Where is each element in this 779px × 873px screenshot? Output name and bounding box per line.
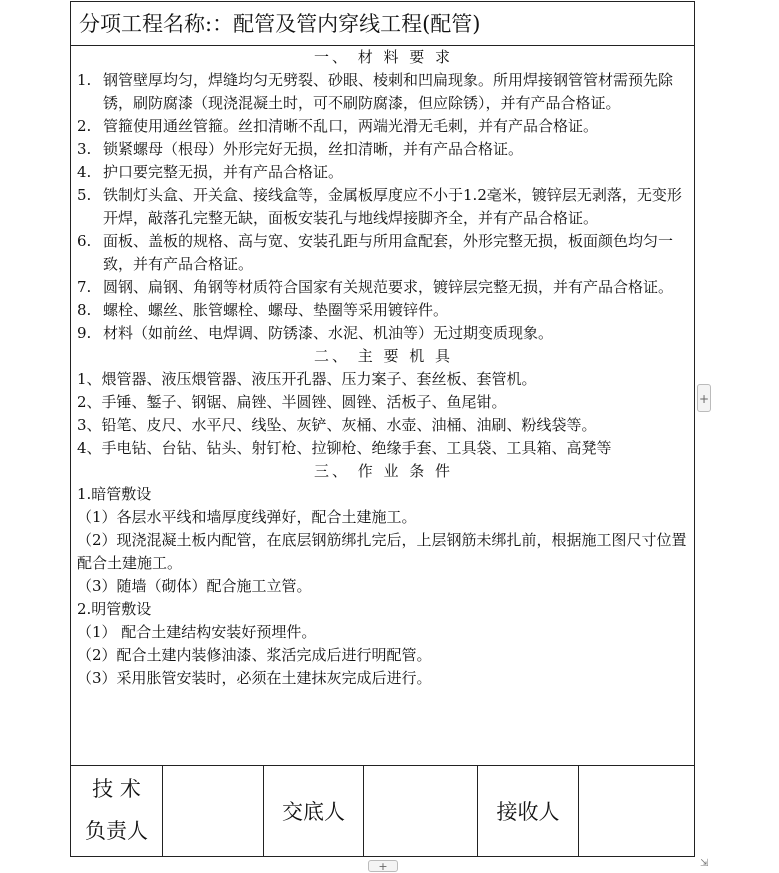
item-number: 2. (77, 117, 92, 135)
list-item (77, 230, 690, 276)
resize-handle-icon[interactable]: ⇲ (700, 858, 709, 869)
item-number: 9. (77, 324, 92, 342)
tool-line: 4、手电钻、台钻、钻头、射钉枪、拉铆枪、绝缘手套、工具袋、工具箱、高凳等 (77, 439, 612, 457)
item-number: 1. (77, 71, 92, 89)
tech-lead-label (71, 766, 163, 856)
list-item (77, 115, 690, 138)
item-text: 面板、盖板的规格、高与宽、安装孔距与所用盒配套，外形完整无损，板面颜色均匀一致，并有产品合格证。 (103, 232, 674, 273)
document-body (71, 46, 694, 690)
handover-field[interactable] (364, 766, 478, 856)
item-number: 3. (77, 140, 92, 158)
add-row-button[interactable]: + (368, 860, 398, 872)
tech-lead-label-line: 技 术 (92, 777, 141, 801)
list-item (77, 184, 690, 230)
condition-line: （3）采用胀管安装时，必须在土建抹灰完成后进行。 (77, 669, 432, 687)
add-column-button[interactable]: + (697, 384, 711, 412)
condition-line: 2.明管敷设 (77, 600, 152, 618)
item-text: 材料（如前丝、电焊调、防锈漆、水泥、机油等）无过期变质现象。 (103, 324, 554, 342)
item-text: 锁紧螺母（根母）外形完好无损，丝扣清晰，并有产品合格证。 (103, 140, 524, 158)
tech-lead-label-line: 负责人 (85, 819, 148, 843)
list-item (77, 69, 690, 115)
condition-line: 1.暗管敷设 (77, 485, 152, 503)
item-text: 螺栓、螺丝、胀管螺栓、螺母、垫圈等采用镀锌件。 (103, 301, 449, 319)
tool-line: 3、铅笔、皮尺、水平尺、线坠、灰铲、灰桶、水壶、油桶、油刷、粉线袋等。 (77, 416, 597, 434)
list-item (77, 299, 690, 322)
item-text: 钢管壁厚均匀，焊缝均匀无劈裂、砂眼、棱刺和凹扁现象。所用焊接钢管管材需预先除锈，刷防腐漆（现浇混凝土时，可不刷防腐漆，但应除锈），并有产品合格证。 (103, 71, 674, 112)
item-number: 7. (77, 278, 92, 296)
materials-list (77, 69, 690, 345)
section-heading-materials: 一、 材 料 要 求 (313, 48, 454, 66)
item-number: 5. (77, 186, 92, 204)
condition-line: （1）各层水平线和墙厚度线弹好，配合土建施工。 (77, 508, 417, 526)
list-item (77, 161, 690, 184)
handover-label: 交底人 (264, 766, 364, 856)
item-number: 4. (77, 163, 92, 181)
section-heading-tools: 二、 主 要 机 具 (313, 347, 454, 365)
item-text: 护口要完整无损，并有产品合格证。 (103, 163, 344, 181)
tool-line: 2、手锤、錾子、钢锯、扁锉、半圆锉、圆锉、活板子、鱼尾钳。 (77, 393, 507, 411)
list-item (77, 322, 690, 345)
item-text: 管箍使用通丝管箍。丝扣清晰不乱口，两端光滑无毛刺，并有产品合格证。 (103, 117, 599, 135)
item-number: 8. (77, 301, 92, 319)
tool-line: 1、煨管器、液压煨管器、液压开孔器、压力案子、套丝板、套管机。 (77, 370, 537, 388)
receiver-label: 接收人 (478, 766, 579, 856)
item-text: 圆钢、扁钢、角钢等材质符合国家有关规范要求，镀锌层完整无损，并有产品合格证。 (103, 278, 674, 296)
condition-line: （1） 配合土建结构安装好预埋件。 (77, 623, 317, 641)
section-heading-conditions: 三、 作 业 条 件 (313, 462, 454, 480)
tech-lead-field[interactable] (163, 766, 264, 856)
condition-line: （2）配合土建内装修油漆、浆活完成后进行明配管。 (77, 646, 432, 664)
page-title: 分项工程名称:：配管及管内穿线工程(配管) (71, 2, 694, 46)
list-item (77, 276, 690, 299)
signature-row (71, 765, 694, 856)
condition-line: （2）现浇混凝土板内配管，在底层钢筋绑扎完后，上层钢筋未绑扎前，根据施工图尺寸位置配合土建施工。 (77, 531, 687, 572)
condition-line: （3）随墙（砌体）配合施工立管。 (77, 577, 312, 595)
item-text: 铁制灯头盒、开关盒、接线盒等，金属板厚度应不小于1.2毫米，镀锌层无剥落，无变形开焊，敲落孔完整无缺，面板安装孔与地线焊接脚齐全，并有产品合格证。 (103, 186, 682, 227)
list-item (77, 138, 690, 161)
document-table (70, 1, 695, 857)
receiver-field[interactable] (579, 766, 694, 856)
item-number: 6. (77, 232, 92, 250)
